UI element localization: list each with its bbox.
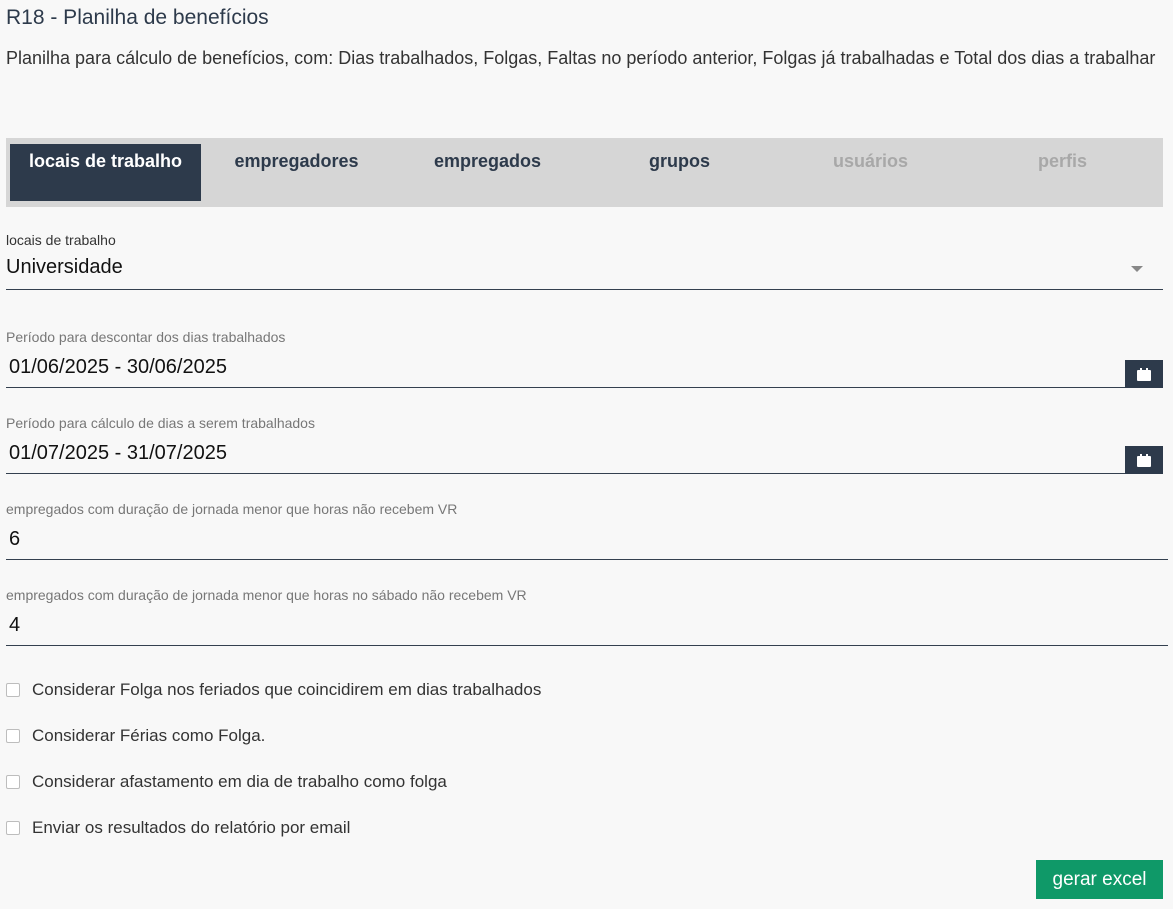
calc-period-input[interactable]: 01/07/2025 - 31/07/2025 xyxy=(9,442,227,464)
tab-usuarios: usuários xyxy=(832,151,909,171)
checkbox-row-holiday-off[interactable] xyxy=(6,679,541,701)
tab-perfis: perfis xyxy=(1037,151,1088,171)
page-title: R18 - Planilha de benefícios xyxy=(6,6,269,29)
calendar-icon xyxy=(1137,368,1151,381)
min-hours-saturday-input[interactable]: 4 xyxy=(9,614,21,636)
discount-period-calendar-button[interactable] xyxy=(1125,360,1163,388)
workplace-select[interactable]: Universidade xyxy=(6,256,123,278)
discount-period-input[interactable]: 01/06/2025 - 30/06/2025 xyxy=(9,356,227,378)
tab-bar xyxy=(6,138,1163,207)
vacation-off-checkbox[interactable] xyxy=(6,729,20,743)
tab-grupos[interactable]: grupos xyxy=(649,151,710,171)
calc-period-calendar-button[interactable] xyxy=(1125,446,1163,474)
holiday-off-label: Considerar Folga nos feriados que coincidirem em dias trabalhados xyxy=(32,680,542,699)
discount-period-label: Período para descontar dos dias trabalhados xyxy=(6,329,286,345)
tab-locais-de-trabalho[interactable]: locais de trabalho xyxy=(10,144,201,201)
calc-period-label: Período para cálculo de dias a serem trabalhados xyxy=(6,415,315,431)
holiday-off-checkbox[interactable] xyxy=(6,683,20,697)
send-email-checkbox[interactable] xyxy=(6,821,20,835)
tab-empregadores[interactable]: empregadores xyxy=(234,151,359,171)
leave-off-checkbox[interactable] xyxy=(6,775,20,789)
workplace-label: locais de trabalho xyxy=(6,232,116,248)
send-email-label: Enviar os resultados do relatório por email xyxy=(32,818,351,837)
leave-off-label: Considerar afastamento em dia de trabalho como folga xyxy=(32,772,447,791)
calendar-icon xyxy=(1137,454,1151,467)
tab-empregados[interactable]: empregados xyxy=(433,151,542,171)
checkbox-row-send-email[interactable] xyxy=(6,817,350,839)
min-hours-label: empregados com duração de jornada menor que horas não recebem VR xyxy=(6,501,458,517)
min-hours-underline xyxy=(6,559,1168,560)
workplace-underline xyxy=(6,289,1163,290)
checkbox-row-vacation-off[interactable] xyxy=(6,725,265,747)
vacation-off-label: Considerar Férias como Folga. xyxy=(32,726,266,745)
page-description: Planilha para cálculo de benefícios, com: Dias trabalhados, Folgas, Faltas no período anterior, Folgas já trabalhadas e Total dos dias a trabalhar xyxy=(6,48,1156,68)
discount-period-underline xyxy=(6,387,1125,388)
calc-period-underline xyxy=(6,473,1125,474)
checkbox-row-leave-off[interactable] xyxy=(6,771,447,793)
min-hours-saturday-underline xyxy=(6,645,1168,646)
export-excel-button[interactable]: gerar excel xyxy=(1036,860,1163,899)
caret-down-icon[interactable] xyxy=(1131,266,1143,272)
min-hours-input[interactable]: 6 xyxy=(9,528,21,550)
min-hours-saturday-label: empregados com duração de jornada menor que horas no sábado não recebem VR xyxy=(6,587,527,603)
